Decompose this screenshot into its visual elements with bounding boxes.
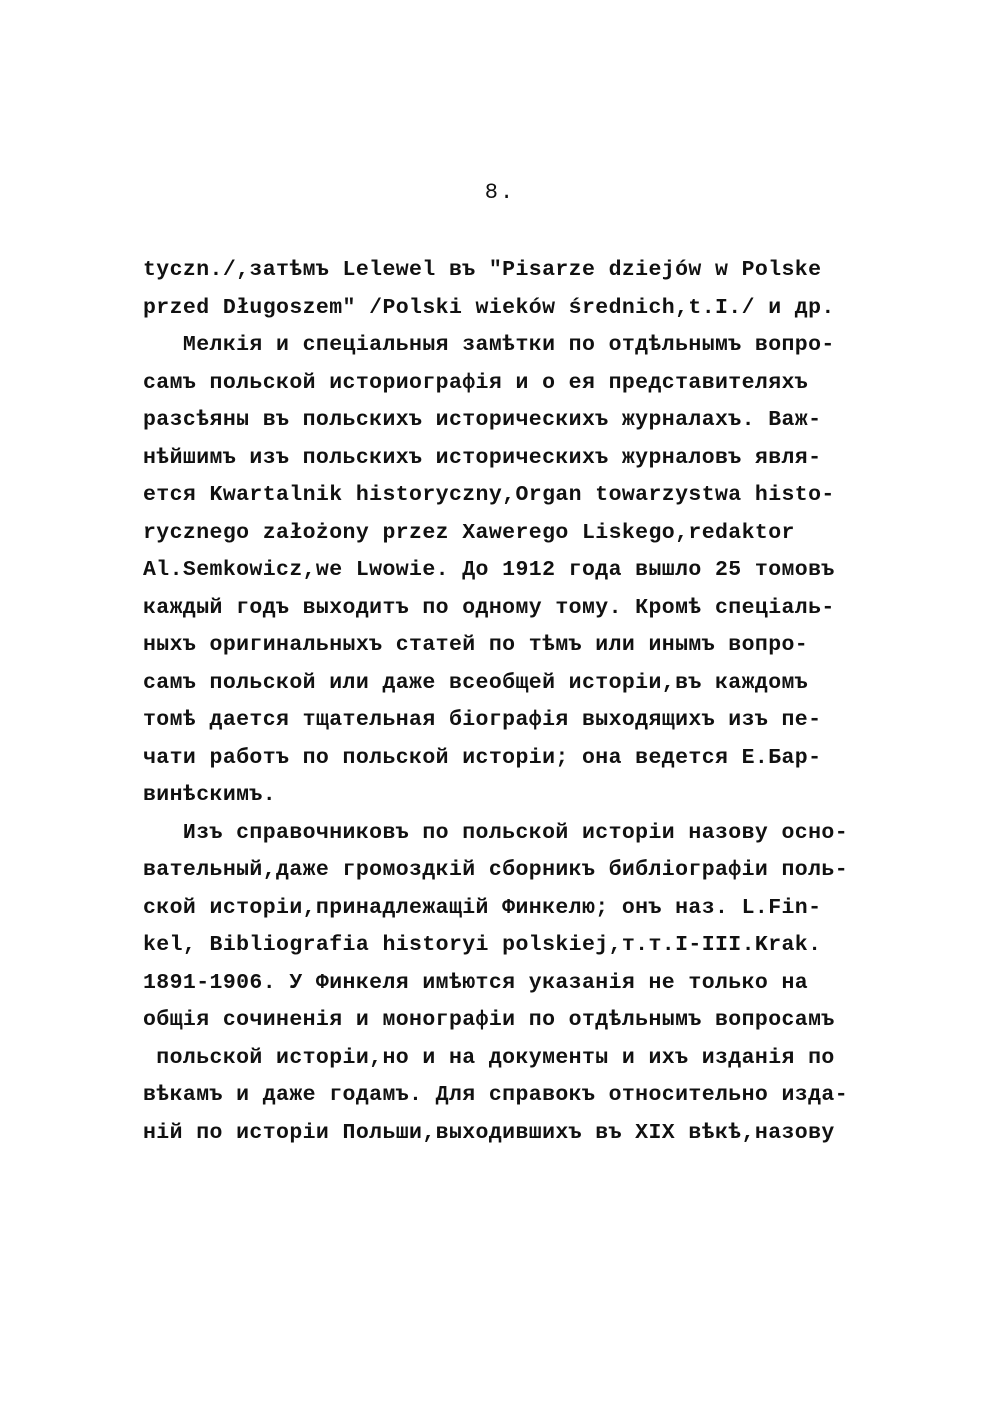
text-line: Мелкія и спеціальныя замѣтки по отдѣльнымъ вопро- bbox=[143, 333, 835, 357]
text-line: винѣскимъ. bbox=[143, 783, 277, 807]
text-line: общія сочиненія и монографіи по отдѣльнымъ вопросамъ bbox=[143, 1008, 835, 1032]
text-line: каждый годъ выходитъ по одному тому. Кромѣ спеціаль- bbox=[143, 595, 835, 620]
text-line: самъ польской историографія и о ея представителяхъ bbox=[143, 370, 809, 395]
text-line: przed Długoszem" /Polski wieków średnich,t.I./ и др. bbox=[143, 295, 835, 320]
text-line: 1891-1906. У Финкеля имѣются указанія не только на bbox=[143, 970, 809, 995]
text-line: ныхъ оригинальныхъ статей по тѣмъ или инымъ вопро- bbox=[143, 633, 809, 657]
text-line: ется Kwartalnik historyczny,Organ towarzystwa histo- bbox=[143, 483, 835, 507]
text-line: разсѣяны въ польскихъ историческихъ журналахъ. Важ- bbox=[143, 408, 822, 432]
text-line: rycznego założony przez Xawerego Liskego,redaktor bbox=[143, 520, 795, 545]
text-line: самъ польской или даже всеобщей исторіи,въ каждомъ bbox=[143, 670, 809, 695]
text-line: kel, Bibliografia historyi polskiej,т.т.I-III.Krak. bbox=[143, 933, 822, 957]
page-number: 8. bbox=[484, 180, 516, 205]
text-line: ній по исторіи Польши,выходившихъ въ XIX вѣкѣ,назову bbox=[143, 1120, 835, 1145]
text-line: ской исторіи,принадлежащій Финкелю; онъ наз. L.Fin- bbox=[143, 895, 822, 920]
text-line: Изъ справочниковъ по польской исторіи назову осно- bbox=[143, 820, 849, 845]
text-line: нѣйшимъ изъ польскихъ историческихъ журналовъ явля- bbox=[143, 445, 822, 470]
body-text bbox=[143, 252, 873, 1152]
text-line: томѣ дается тщательная біографія выходящихъ изъ пе- bbox=[143, 708, 822, 732]
text-line: вѣкамъ и даже годамъ. Для справокъ относительно изда- bbox=[143, 1083, 849, 1107]
text-line: чати работъ по польской исторіи; она ведется Е.Бар- bbox=[143, 745, 822, 770]
text-line: вательный,даже громоздкій сборникъ библіографіи поль- bbox=[143, 858, 849, 882]
text-line: Al.Semkowicz,we Lwowie. До 1912 года вышло 25 томовъ bbox=[143, 558, 835, 582]
text-line: польской исторіи,но и на документы и ихъ изданія по bbox=[143, 1045, 835, 1070]
text-line: tyczn./,затѣмъ Lelewel въ "Pisarze dziejów w Polske bbox=[143, 258, 822, 282]
